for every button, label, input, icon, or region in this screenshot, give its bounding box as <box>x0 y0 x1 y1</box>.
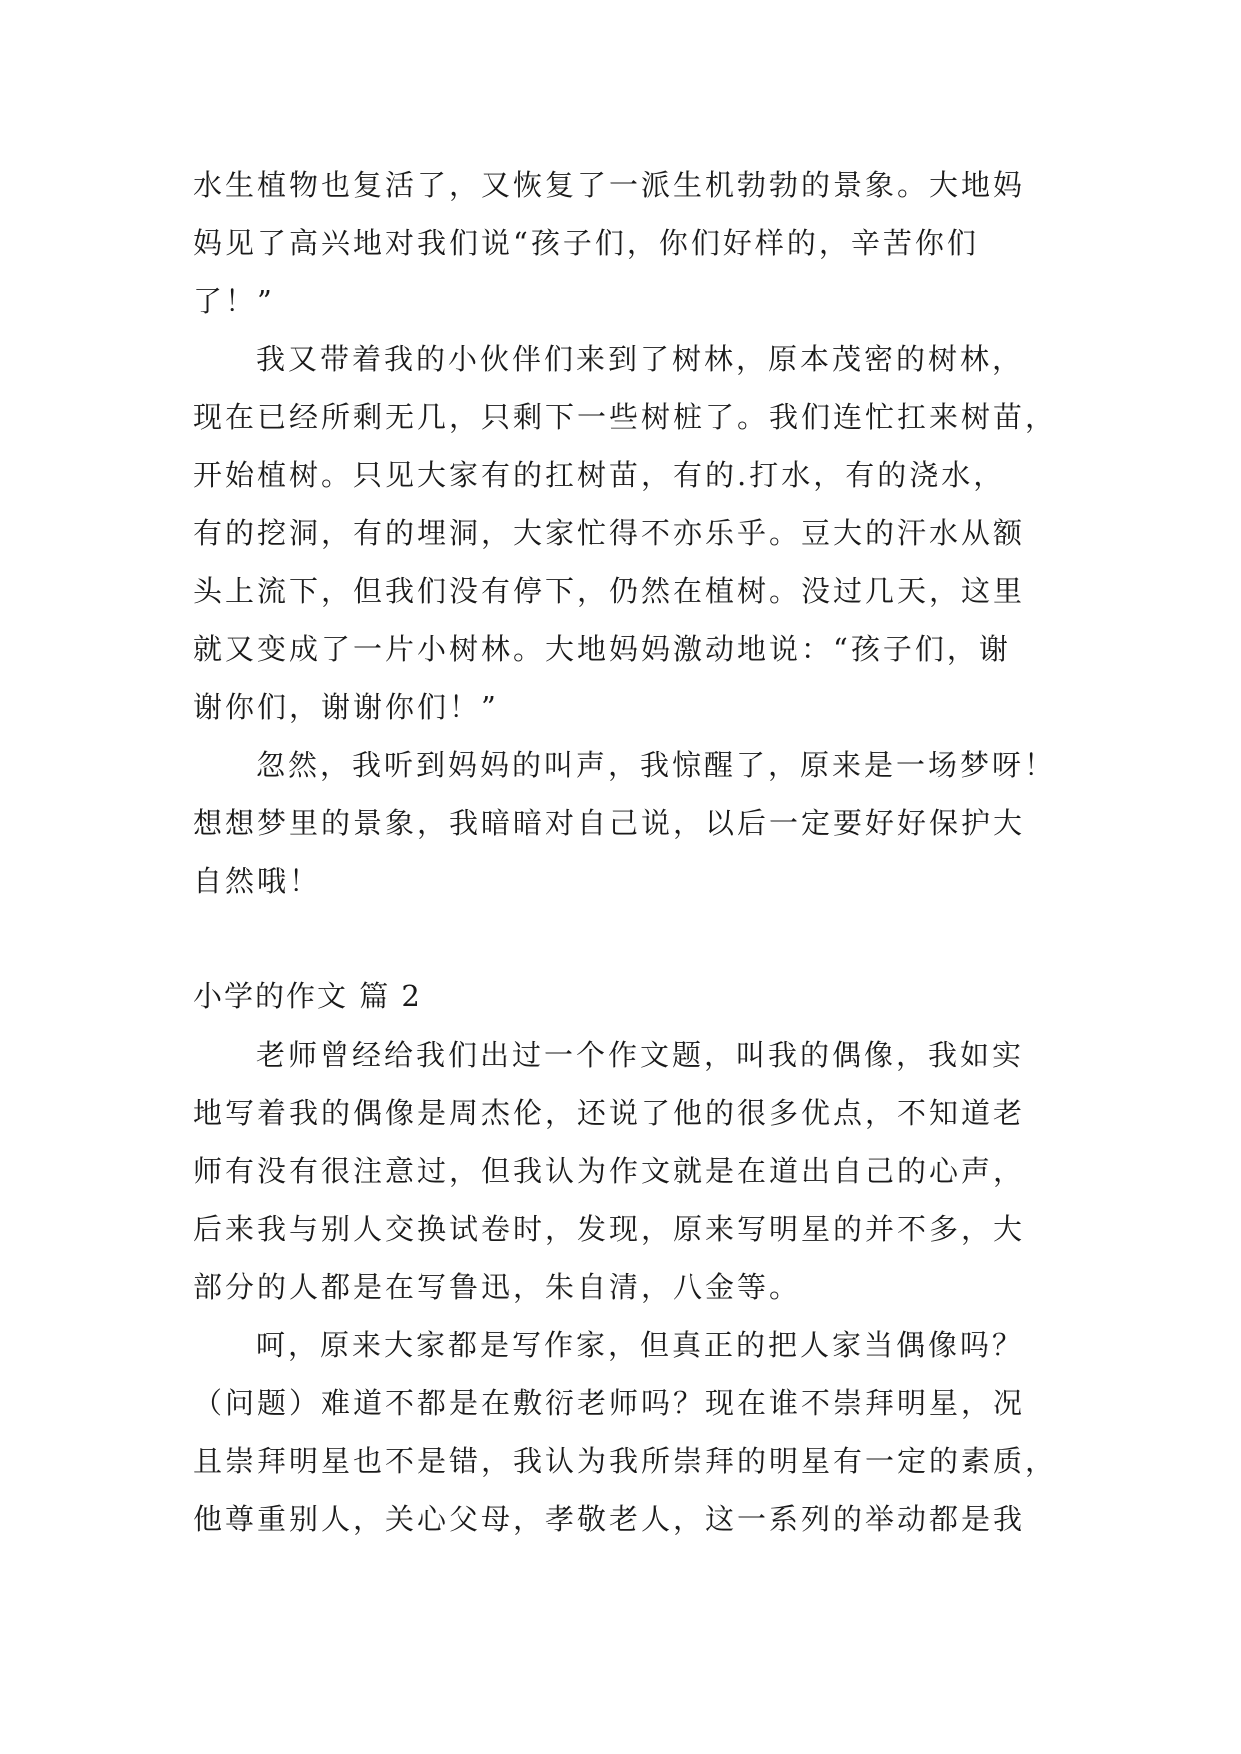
text-line: 了！” <box>193 284 275 318</box>
text-line: 他尊重别人，关心父母，孝敬老人，这一系列的举动都是我 <box>193 1502 1026 1536</box>
text-line: 谢你们，谢谢你们！” <box>193 690 499 724</box>
text-line: 想想梦里的景象，我暗暗对自己说，以后一定要好好保护大 <box>193 806 1026 840</box>
text-line: 且崇拜明星也不是错，我认为我所崇拜的明星有一定的素质， <box>193 1444 1058 1478</box>
text-line: 后来我与别人交换试卷时，发现，原来写明星的并不多，大 <box>193 1212 1026 1246</box>
text-line: 开始植树。只见大家有的扛树苗，有的.打水，有的浇水， <box>193 458 1006 492</box>
text-line: 妈见了高兴地对我们说“孩子们，你们好样的，辛苦你们 <box>193 226 979 260</box>
text-line: 部分的人都是在写鲁迅，朱自清，八金等。 <box>193 1270 802 1304</box>
text-line: 就又变成了一片小树林。大地妈妈激动地说：“孩子们，谢 <box>193 632 1011 666</box>
text-line: 有的挖洞，有的埋洞，大家忙得不亦乐乎。豆大的汗水从额 <box>193 516 1026 550</box>
text-line: 水生植物也复活了，又恢复了一派生机勃勃的景象。大地妈 <box>193 168 1026 202</box>
text-line: （问题）难道不都是在敷衍老师吗？现在谁不崇拜明星，况 <box>193 1386 1026 1420</box>
paragraph-first-line: 老师曾经给我们出过一个作文题，叫我的偶像，我如实 <box>256 1038 1025 1072</box>
text-line: 师有没有很注意过，但我认为作文就是在道出自己的心声， <box>193 1154 1026 1188</box>
paragraph-first-line: 呵，原来大家都是写作家，但真正的把人家当偶像吗？ <box>256 1328 1025 1362</box>
text-line: 地写着我的偶像是周杰伦，还说了他的很多优点，不知道老 <box>193 1096 1026 1130</box>
text-line: 现在已经所剩无几，只剩下一些树桩了。我们连忙扛来树苗， <box>193 400 1058 434</box>
paragraph-first-line: 忽然，我听到妈妈的叫声，我惊醒了，原来是一场梦呀！ <box>256 748 1057 782</box>
paragraph-first-line: 我又带着我的小伙伴们来到了树林，原本茂密的树林， <box>256 342 1025 376</box>
text-line: 自然哦！ <box>193 864 322 898</box>
section-heading: 小学的作文 篇 2 <box>193 979 422 1013</box>
text-line: 头上流下，但我们没有停下，仍然在植树。没过几天，这里 <box>193 574 1026 608</box>
